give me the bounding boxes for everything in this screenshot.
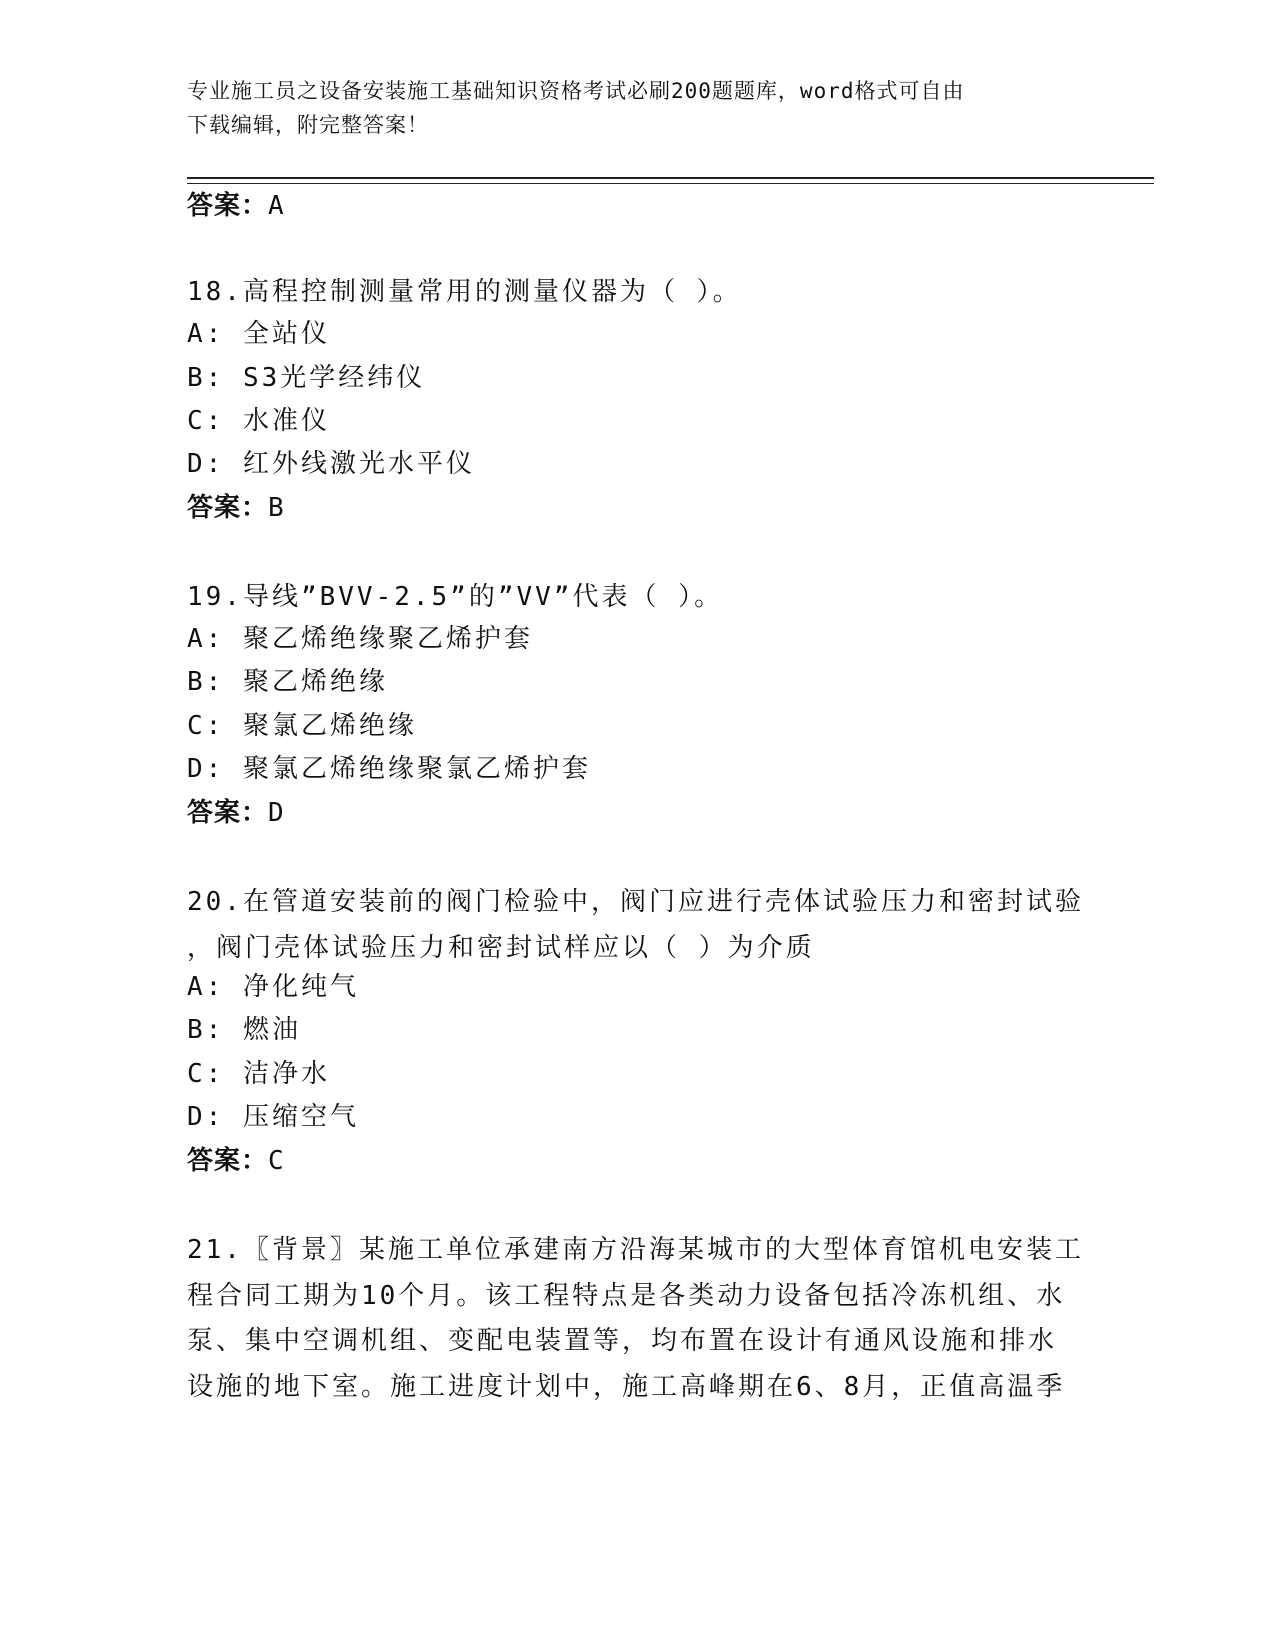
- answer-q18: [187, 490, 285, 526]
- answer-value: A: [268, 191, 285, 221]
- option-18-a: A: 全站仪: [187, 319, 330, 349]
- header-rule-thick: [187, 177, 1154, 179]
- option-19-c: C: 聚氯乙烯绝缘: [187, 711, 417, 741]
- header-rule-thin: [187, 183, 1154, 184]
- question-text-line: 程合同工期为10个月。该工程特点是各类动力设备包括冷冻机组、水: [187, 1280, 1066, 1311]
- answer-label: 答案：: [187, 493, 269, 523]
- question-18: [187, 270, 1087, 316]
- option-18-d: D: 红外线激光水平仪: [187, 449, 475, 479]
- option-18-b: B: S3光学经纬仪: [187, 363, 426, 393]
- answer-q17: [187, 188, 285, 224]
- header-line-2: 下载编辑，附完整答案！: [187, 113, 429, 137]
- option-19-d: D: 聚氯乙烯绝缘聚氯乙烯护套: [187, 754, 591, 784]
- option-20-a: A: 净化纯气: [187, 972, 359, 1002]
- answer-value: C: [268, 1146, 285, 1176]
- answer-label: 答案：: [187, 1146, 269, 1176]
- answer-value: B: [268, 493, 285, 523]
- question-19: [187, 575, 1087, 621]
- question-text-line: ，阀门壳体试验压力和密封试样应以（ ）为介质: [187, 932, 815, 963]
- option-18-c: C: 水准仪: [187, 406, 330, 436]
- answer-label: 答案：: [187, 798, 269, 828]
- question-21: [187, 1228, 1087, 1410]
- question-text-line: 设施的地下室。施工进度计划中，施工高峰期在6、8月，正值高温季: [187, 1371, 1066, 1402]
- answer-q19: [187, 795, 285, 831]
- answer-value: D: [268, 798, 285, 828]
- option-20-c: C: 洁净水: [187, 1059, 330, 1089]
- question-text-line: 19.导线”BVV-2.5”的”VV”代表（ ）。: [187, 582, 724, 612]
- question-text-line: 18.高程控制测量常用的测量仪器为（ ）。: [187, 277, 742, 307]
- option-20-d: D: 压缩空气: [187, 1102, 359, 1132]
- option-20-b: B: 燃油: [187, 1015, 301, 1045]
- question-text-line: 20.在管道安装前的阀门检验中，阀门应进行壳体试验压力和密封试验: [187, 887, 1084, 917]
- answer-label: 答案：: [187, 191, 269, 221]
- option-19-b: B: 聚乙烯绝缘: [187, 667, 388, 697]
- document-header: [187, 74, 1067, 142]
- header-line-1: 专业施工员之设备安装施工基础知识资格考试必刷200题题库，word格式可自由: [187, 79, 965, 103]
- question-text-line: 21.〖背景〗某施工单位承建南方沿海某城市的大型体育馆机电安装工: [187, 1235, 1084, 1265]
- question-text-line: 泵、集中空调机组、变配电装置等，均布置在设计有通风设施和排水: [187, 1326, 1058, 1356]
- question-20: [187, 880, 1087, 971]
- answer-q20: [187, 1143, 285, 1179]
- option-19-a: A: 聚乙烯绝缘聚乙烯护套: [187, 624, 533, 654]
